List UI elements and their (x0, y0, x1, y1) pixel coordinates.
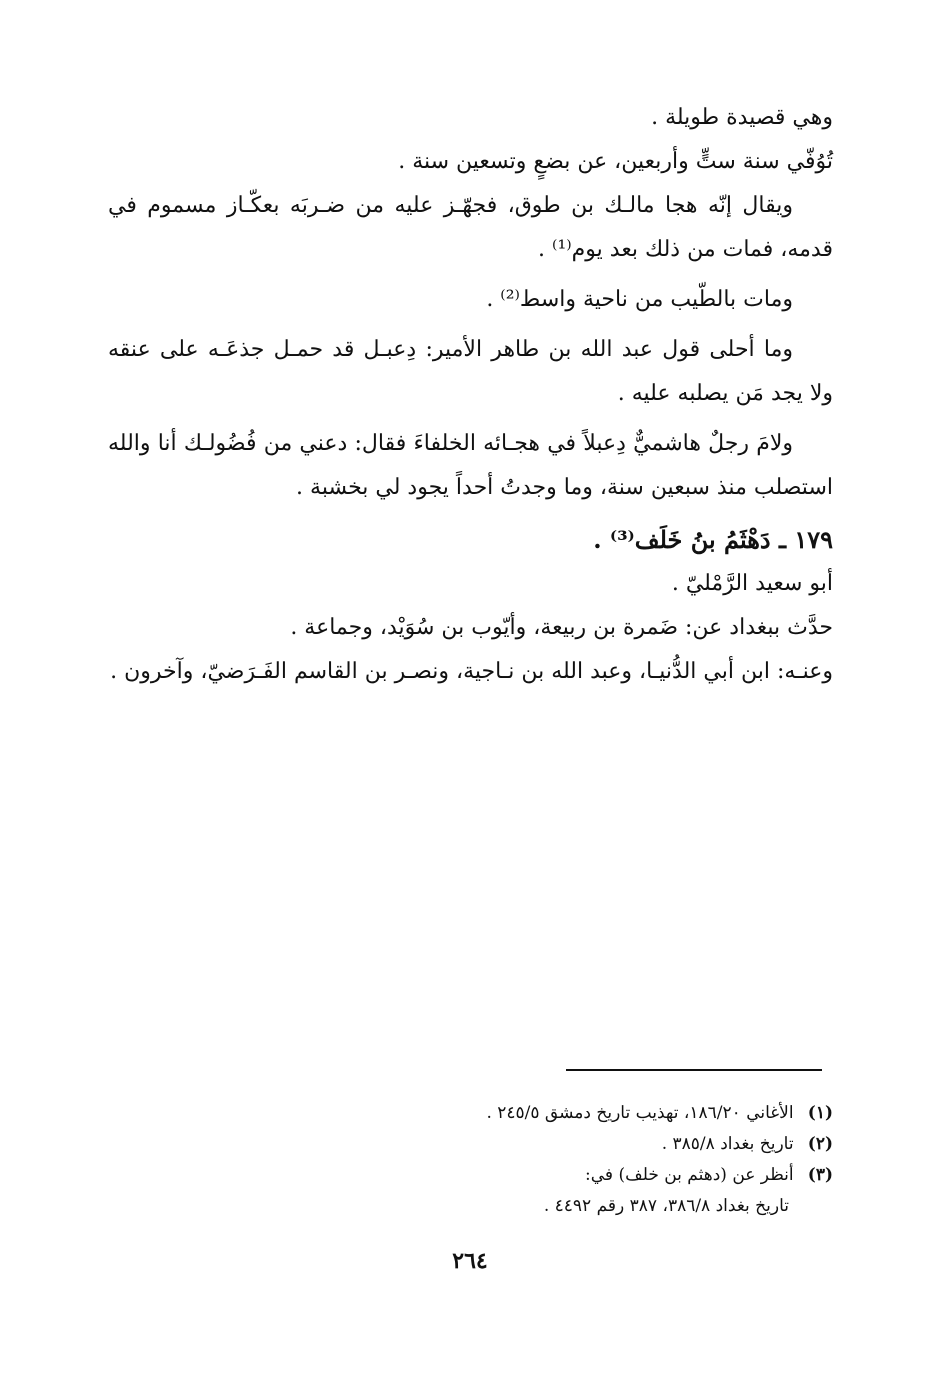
main-text (108, 96, 833, 510)
footnote-text: أنظر عن (دهثم بن خلف) في: (585, 1165, 794, 1185)
footnote-text: تاريخ بغداد ٣٨٥/٨ . (661, 1134, 794, 1154)
footnote-3 (300, 1160, 833, 1191)
entry-179 (108, 518, 833, 694)
paragraph-abdullah-quote: وما أحلى قول عبد الله بن طاهر الأمير: دِعبـل قد حمـل جذعَـه على عنقه ولا يجد مَن يصلبه عليه . (108, 337, 833, 406)
footnote-number: (٣) (807, 1165, 833, 1185)
footnote-1 (300, 1098, 833, 1129)
footnote-3-continuation: تاريخ بغداد ٣٨٦/٨، ٣٨٧ رقم ٤٤٩٢ . (543, 1196, 789, 1216)
paragraph-death-place: ومات بالطّيب من ناحية واسط⁽²⁾ . (486, 287, 793, 312)
footnote-text: الأغاني ١٨٦/٢٠، تهذيب تاريخ دمشق ٢٤٥/٥ . (486, 1103, 794, 1123)
text-line-2: تُوُفّي سنة ستٍّ وأربعين، عن بضعٍ وتسعين سنة . (398, 149, 833, 174)
page-number: ٢٦٤ (452, 1248, 488, 1274)
footnote-divider (566, 1069, 822, 1071)
paragraph-malik: ويقال إنّه هجا مالـك بن طوق، فجهّـز عليه من ضـربَه بعكّـاز مسموم في قدمه، فمات من ذلك بعد يوم⁽¹⁾ . (108, 193, 833, 262)
entry-kunya: أبو سعيد الرَّمْليّ . (671, 571, 833, 596)
paragraph-hashimi: ولامَ رجلٌ هاشميٌّ دِعبلاً في هجـائه الخلفاءَ فقال: دعني من فُضُولـك أنا والله استصلب منذ سبعين سنة، وما وجدتُ أحداً يجود لي بخشبة . (108, 431, 833, 500)
entry-narrated-from: حدَّث ببغداد عن: ضَمرة بن ربيعة، وأيّوب بن سُوَيْد، وجماعة . (290, 615, 833, 640)
entry-heading: ١٧٩ ـ دَهْثَمُ بنُ خَلَف⁽³⁾ . (593, 525, 833, 554)
footnote-2 (300, 1129, 833, 1160)
footnote-number: (١) (807, 1103, 833, 1123)
entry-narrated-by: وعنـه: ابن أبي الدُّنيـا، وعبد الله بن نـاجية، ونصـر بن القاسم الفَـرَضيّ، وآخرون . (110, 659, 833, 684)
text-line-1: وهي قصيدة طويلة . (651, 105, 833, 130)
footnotes (300, 1098, 833, 1222)
footnote-number: (٢) (807, 1134, 833, 1154)
